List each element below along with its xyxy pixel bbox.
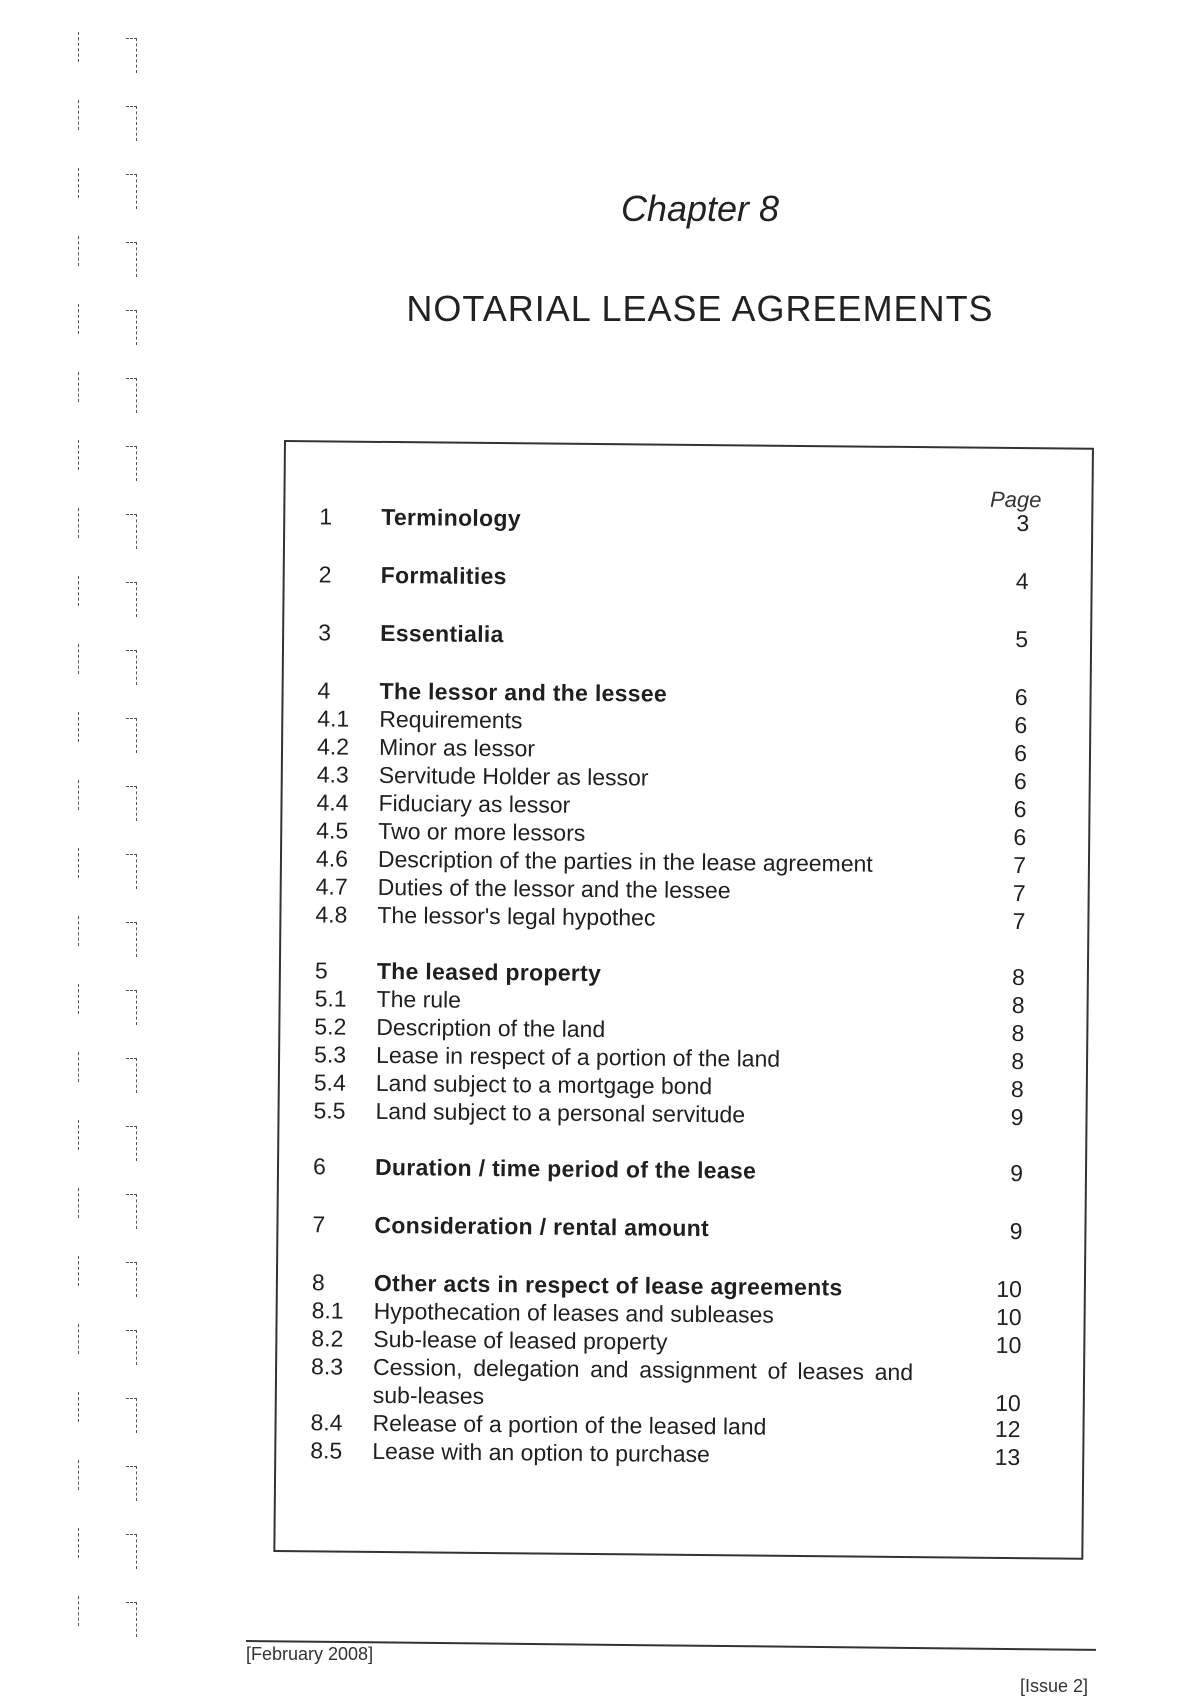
binding-hole-mark [78, 508, 89, 538]
toc-number: 8.4 [310, 1409, 343, 1436]
toc-page-number: 9 [1010, 1104, 1024, 1131]
binding-hole-mark [126, 718, 137, 753]
table-of-contents [273, 440, 1094, 1560]
binding-hole-mark [126, 446, 137, 481]
binding-hole-mark [78, 100, 89, 130]
toc-page-number: 6 [1014, 712, 1028, 739]
toc-entry-title: Lease with an option to purchase [372, 1437, 710, 1468]
binding-hole-mark [126, 786, 137, 821]
toc-number: 4.8 [315, 901, 348, 928]
toc-number: 4 [317, 677, 331, 704]
binding-hole-mark [78, 1392, 89, 1422]
binding-hole-mark [126, 1262, 137, 1297]
toc-number: 8.3 [310, 1353, 344, 1380]
toc-section-row [278, 1210, 1084, 1246]
toc-page-number: 10 [996, 1275, 1023, 1303]
footer-rule [246, 1640, 1096, 1651]
toc-entry-title: Lease in respect of a portion of the land [375, 1041, 781, 1072]
toc-entry-title: Essentialia [380, 619, 504, 648]
binding-hole-mark [78, 32, 89, 62]
binding-hole-mark [126, 38, 137, 73]
binding-hole-mark [78, 644, 89, 674]
binding-hole-mark [78, 304, 89, 334]
binding-hole-mark [126, 650, 137, 685]
binding-hole-mark [78, 1120, 89, 1150]
toc-section-row [284, 618, 1090, 654]
toc-number: 4.6 [315, 845, 349, 872]
toc-entry-title: Description of the parties in the lease agreement [377, 845, 873, 877]
binding-hole-mark [78, 236, 89, 266]
toc-number: 5 [314, 957, 328, 984]
toc-page-number: 6 [1013, 824, 1027, 851]
toc-number: 4.1 [317, 705, 350, 732]
toc-number: 7 [312, 1211, 326, 1238]
binding-hole-mark [126, 174, 137, 209]
chapter-label: Chapter 8 [620, 188, 780, 229]
toc-number: 4.5 [316, 817, 349, 844]
toc-entry-title: Servitude Holder as lessor [378, 761, 649, 791]
toc-number: 4.3 [316, 761, 349, 788]
toc-page-number: 7 [1013, 852, 1027, 879]
binding-hole-mark [78, 1256, 89, 1286]
binding-hole-mark [126, 922, 137, 957]
toc-page-number: 13 [994, 1443, 1021, 1471]
binding-hole-mark [126, 854, 137, 889]
binding-hole-mark [78, 1460, 89, 1490]
binding-hole-mark [126, 242, 137, 277]
toc-entry-title: Land subject to a mortgage bond [375, 1069, 713, 1100]
binding-hole-mark [78, 1188, 89, 1218]
footer-date: [February 2008] [246, 1644, 374, 1664]
binding-hole-mark [126, 1466, 137, 1501]
binding-hole-mark [126, 106, 137, 141]
toc-entry-title: Other acts in respect of lease agreements [373, 1269, 843, 1301]
binding-hole-mark [78, 780, 89, 810]
toc-page-number: 8 [1011, 964, 1026, 991]
toc-page-number: 10 [995, 1389, 1021, 1417]
binding-hole-mark [126, 1194, 137, 1229]
binding-hole-mark [78, 916, 89, 946]
binding-hole-mark [78, 576, 89, 606]
toc-entry-title: Requirements [379, 705, 523, 734]
binding-hole-mark [78, 168, 89, 198]
binding-hole-mark [78, 1596, 89, 1626]
toc-entry-title: The leased property [376, 957, 602, 987]
binding-hole-mark [78, 440, 89, 470]
toc-entry-title: Consideration / rental amount [374, 1211, 710, 1242]
toc-number: 5.5 [313, 1097, 346, 1124]
toc-page-number: 10 [995, 1303, 1022, 1331]
toc-page-number: 6 [1013, 796, 1027, 823]
toc-number: 8 [311, 1269, 325, 1296]
toc-entry-title: Formalities [380, 561, 507, 590]
toc-page-number: 9 [1009, 1218, 1023, 1245]
toc-number: 8.2 [311, 1325, 344, 1352]
toc-section-row [285, 560, 1091, 596]
toc-page-number: 8 [1011, 992, 1025, 1019]
toc-page-number: 7 [1012, 908, 1026, 935]
toc-page-number: 9 [1010, 1160, 1024, 1187]
binding-hole-mark [78, 1324, 89, 1354]
binding-hole-mark [126, 1126, 137, 1161]
toc-number: 2 [318, 561, 332, 588]
toc-entry-title: The lessor's legal hypothec [377, 901, 656, 931]
binding-hole-mark [126, 990, 137, 1025]
toc-number: 4.4 [316, 789, 349, 816]
toc-entry-title: Land subject to a personal servitude [375, 1097, 746, 1128]
toc-entry-title: Duties of the lessor and the lessee [377, 873, 731, 904]
binding-hole-mark [78, 1052, 89, 1082]
toc-number: 4.2 [316, 733, 350, 760]
toc-number: 3 [318, 619, 332, 646]
toc-page-number: 8 [1011, 1048, 1025, 1075]
toc-section-row [279, 1152, 1085, 1188]
binding-hole-mark [126, 514, 137, 549]
toc-subsection-row [277, 1352, 1084, 1416]
toc-page-header: Page [989, 486, 1042, 513]
toc-page-number: 12 [994, 1415, 1021, 1443]
toc-page-number: 8 [1011, 1020, 1025, 1047]
toc-page-number: 10 [995, 1331, 1022, 1359]
binding-hole-mark [126, 1398, 137, 1433]
binding-hole-mark [78, 1528, 89, 1558]
toc-number: 6 [312, 1153, 326, 1180]
toc-entry-title: Two or more lessors [378, 817, 586, 846]
toc-number: 8.1 [311, 1297, 344, 1324]
binding-hole-mark [78, 984, 89, 1014]
toc-number: 5.2 [314, 1013, 347, 1040]
binding-margin [60, 20, 160, 1690]
toc-entry-title: Release of a portion of the leased land [372, 1409, 767, 1440]
binding-hole-mark [126, 310, 137, 345]
toc-entry-title: Cession, delegation and assignment of leases and sub-leases [372, 1353, 914, 1409]
toc-page-number: 4 [1015, 568, 1029, 595]
toc-number: 5.1 [314, 985, 347, 1012]
toc-number: 5.3 [313, 1041, 347, 1068]
toc-page-number: 3 [1016, 510, 1030, 537]
toc-page-number: 6 [1014, 740, 1028, 767]
binding-hole-mark [126, 1058, 137, 1093]
toc-entry-title: Fiduciary as lessor [378, 789, 571, 818]
binding-hole-mark [126, 1534, 137, 1569]
binding-hole-mark [126, 1602, 137, 1637]
footer-issue: [Issue 2] [1020, 1676, 1089, 1696]
toc-entry-title: Terminology [381, 503, 521, 532]
toc-entry-title: The rule [376, 985, 462, 1013]
toc-number: 4.7 [315, 873, 348, 900]
toc-number: 1 [319, 503, 333, 530]
toc-number: 5.4 [313, 1069, 346, 1096]
toc-page-number: 6 [1014, 684, 1028, 711]
toc-number: 8.5 [310, 1437, 343, 1464]
binding-hole-mark [78, 712, 89, 742]
toc-entry-title: Minor as lessor [378, 733, 536, 762]
binding-hole-mark [126, 1330, 137, 1365]
toc-entry-title: Hypothecation of leases and subleases [373, 1297, 774, 1328]
toc-page-number: 8 [1010, 1076, 1024, 1103]
toc-page-number: 7 [1012, 880, 1026, 907]
toc-entry-title: Duration / time period of the lease [374, 1153, 757, 1184]
binding-hole-mark [78, 372, 89, 402]
toc-entry-title: Description of the land [376, 1013, 606, 1043]
toc-page-number: 5 [1015, 626, 1029, 653]
toc-entry-title: Sub-lease of leased property [373, 1325, 668, 1355]
page-title: NOTARIAL LEASE AGREEMENTS [406, 288, 994, 329]
binding-hole-mark [78, 848, 89, 878]
toc-entry-title: The lessor and the lessee [379, 677, 668, 707]
toc-page-number: 6 [1013, 768, 1027, 795]
binding-hole-mark [126, 378, 137, 413]
binding-hole-mark [126, 582, 137, 617]
toc-section-row [285, 502, 1091, 538]
